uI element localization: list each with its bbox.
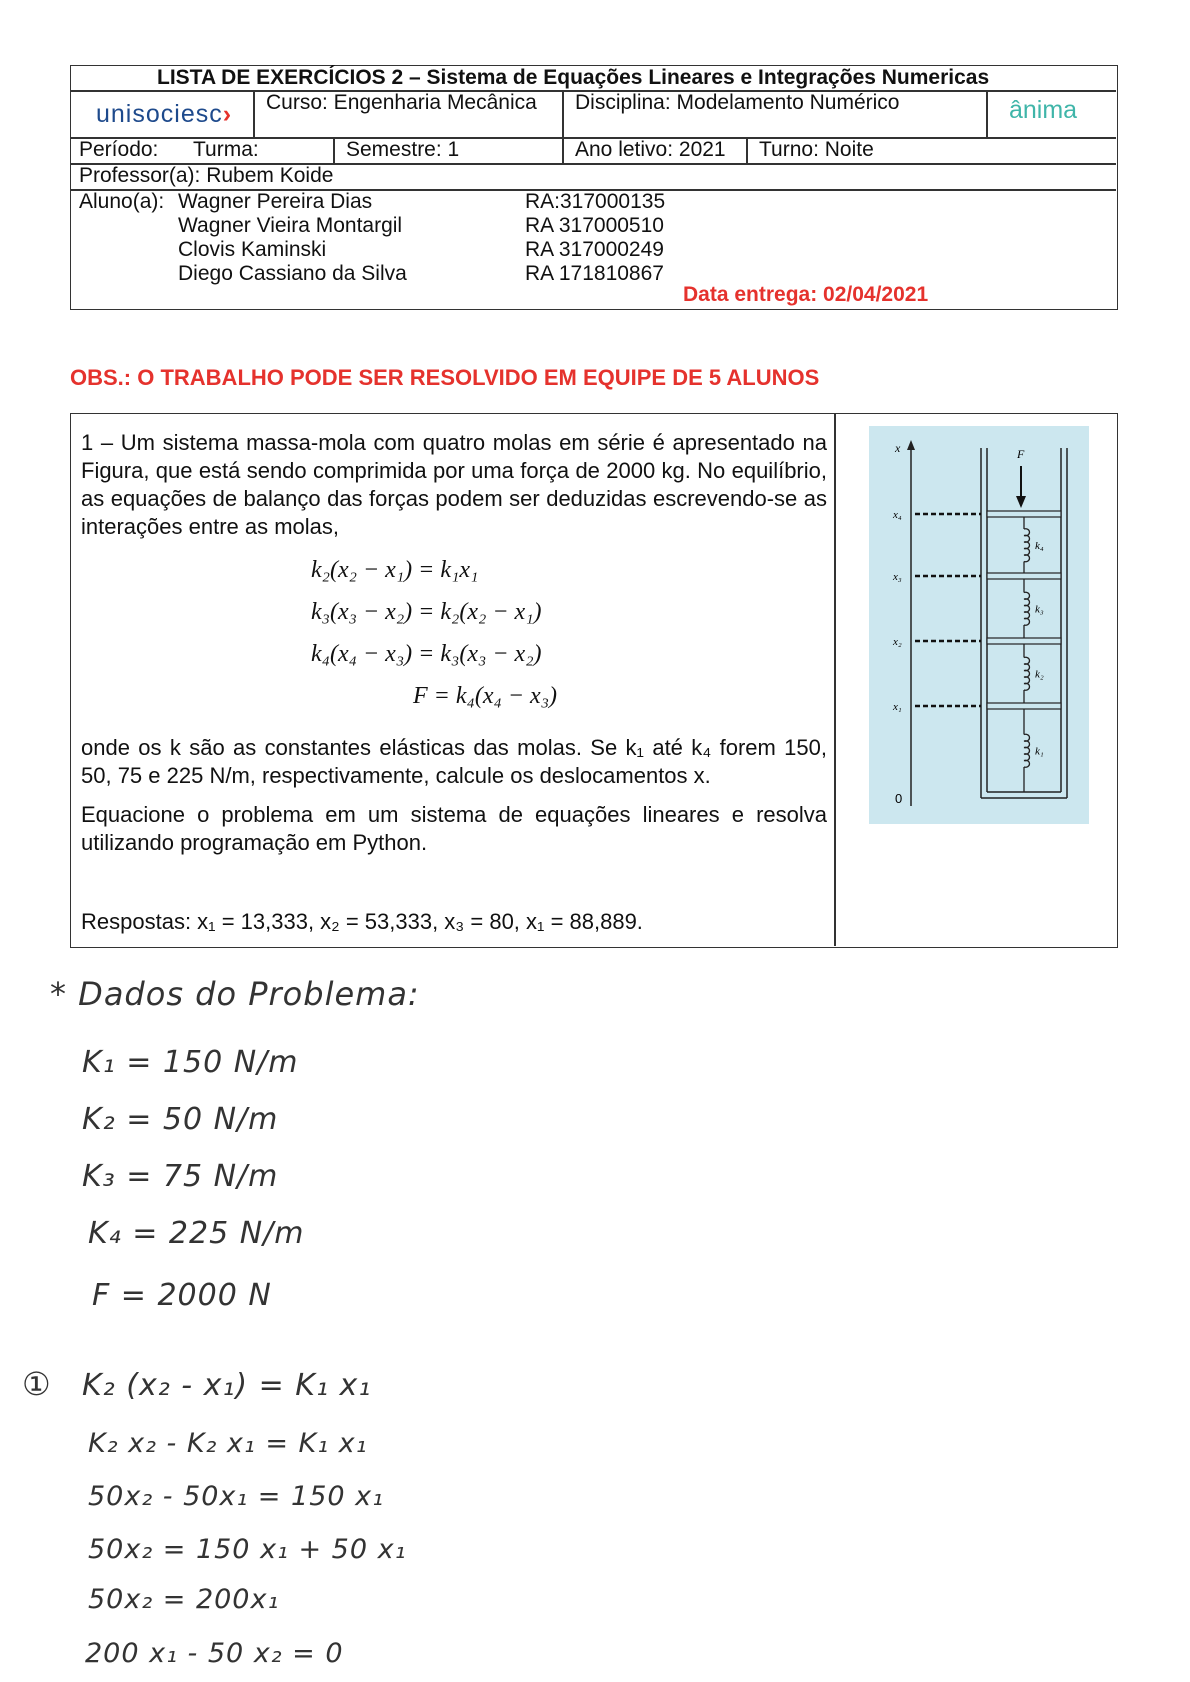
handwritten-step: K₂ (x₂ - x₁) = K₁ x₁ xyxy=(82,1368,372,1403)
plate xyxy=(987,638,1061,644)
student-name: Diego Cassiano da Silva xyxy=(178,262,407,285)
student-ra: RA 171810867 xyxy=(525,262,664,285)
spring-label: k₂ xyxy=(1035,668,1044,681)
delivery-date: Data entrega: 02/04/2021 xyxy=(683,283,929,306)
step-marker: ① xyxy=(22,1365,52,1403)
handwritten-step: 50x₂ = 150 x₁ + 50 x₁ xyxy=(88,1534,407,1565)
handwritten-step: K₂ x₂ - K₂ x₁ = K₁ x₁ xyxy=(88,1428,368,1459)
student-name: Wagner Pereira Dias xyxy=(178,190,373,213)
student-name: Clovis Kaminski xyxy=(178,238,327,261)
plate xyxy=(987,703,1061,709)
handwritten-heading: * Dados do Problema: xyxy=(50,975,420,1013)
level-label: x₃ xyxy=(893,571,902,583)
figure-background xyxy=(869,426,1089,824)
handwritten-step: 50x₂ - 50x₁ = 150 x₁ xyxy=(88,1481,384,1512)
year-field: Ano letivo: 2021 xyxy=(575,138,726,161)
force-label: F xyxy=(1017,447,1025,461)
handwritten-data: K₁ = 150 N/m xyxy=(82,1045,299,1080)
handwritten-data: K₄ = 225 N/m xyxy=(88,1216,305,1251)
level-label: x₁ xyxy=(893,701,902,713)
shift-field: Turno: Noite xyxy=(759,138,874,161)
divider xyxy=(746,137,748,164)
divider xyxy=(986,90,988,138)
divider xyxy=(562,90,564,164)
divider xyxy=(333,137,335,164)
spring-label: k₄ xyxy=(1035,540,1044,552)
equation: F = k₄(x₄ − x₃) xyxy=(413,683,558,709)
problem-paragraph: Equacione o problema em um sistema de equações lineares e resolva utilizando programação em Python. xyxy=(81,802,827,855)
list-title: LISTA DE EXERCÍCIOS 2 – Sistema de Equações Lineares e Integrações Numericas xyxy=(157,66,990,89)
spring-system-figure xyxy=(869,426,1089,824)
handwritten-data: K₂ = 50 N/m xyxy=(82,1102,279,1137)
equation: k₄(x₄ − x₃) = k₃(x₃ − x₂) xyxy=(311,641,542,667)
level-label: x₂ xyxy=(893,636,902,648)
level-label: x₄ xyxy=(893,509,902,521)
divider xyxy=(253,90,255,138)
handwritten-step: 50x₂ = 200x₁ xyxy=(88,1584,280,1615)
student-name: Wagner Vieira Montargil xyxy=(178,214,403,237)
plate xyxy=(987,573,1061,579)
axis-zero: 0 xyxy=(895,791,903,806)
student-ra: RA 317000510 xyxy=(525,214,664,237)
handwritten-step: 200 x₁ - 50 x₂ = 0 xyxy=(85,1638,344,1669)
plate xyxy=(987,511,1061,517)
problem-paragraph: onde os k são as constantes elásticas das molas. Se k₁ até k₄ forem 150, 50, 75 e 225 N/m, respectivamente, calcule os deslocamentos x. xyxy=(81,735,827,788)
student-label: Aluno(a): xyxy=(79,190,165,213)
unisociesc-logo: unisociesc› xyxy=(96,100,233,128)
equation: k₃(x₃ − x₂) = k₂(x₂ − x₁) xyxy=(311,599,542,625)
header-table xyxy=(70,65,1118,310)
period-field: Período: xyxy=(79,138,159,161)
student-ra: RA 317000249 xyxy=(525,238,664,261)
answers: Respostas: x₁ = 13,333, x₂ = 53,333, x₃ = 80, x₁ = 88,889. xyxy=(81,909,643,934)
professor-field: Professor(a): Rubem Koide xyxy=(79,164,334,187)
equation: k₂(x₂ − x₁) = k₁x₁ xyxy=(311,557,479,583)
course-field: Curso: Engenharia Mecânica xyxy=(266,91,537,114)
spring-label: k₁ xyxy=(1035,745,1044,758)
student-ra: RA:317000135 xyxy=(525,190,666,213)
class-field: Turma: xyxy=(193,138,259,161)
spring-label: k₃ xyxy=(1035,603,1044,616)
problem-intro: 1 – Um sistema massa-mola com quatro molas em série é apresentado na Figura, que está sendo comprimida por uma força de 2000 kg. No equilíbrio, as equações de balanço das forças podem ser deduzidas escrevendo-se as interações entre as molas, xyxy=(81,430,827,539)
discipline-field: Disciplina: Modelamento Numérico xyxy=(575,91,900,114)
anima-logo: ânima xyxy=(1009,96,1078,124)
problem-box xyxy=(70,413,1118,948)
handwritten-data: K₃ = 75 N/m xyxy=(82,1159,279,1194)
handwritten-data: F = 2000 N xyxy=(92,1278,272,1313)
semester-field: Semestre: 1 xyxy=(346,138,460,161)
divider xyxy=(834,414,836,946)
obs-note: OBS.: O TRABALHO PODE SER RESOLVIDO EM EQUIPE DE 5 ALUNOS xyxy=(70,365,820,390)
axis-label: x xyxy=(895,441,901,455)
